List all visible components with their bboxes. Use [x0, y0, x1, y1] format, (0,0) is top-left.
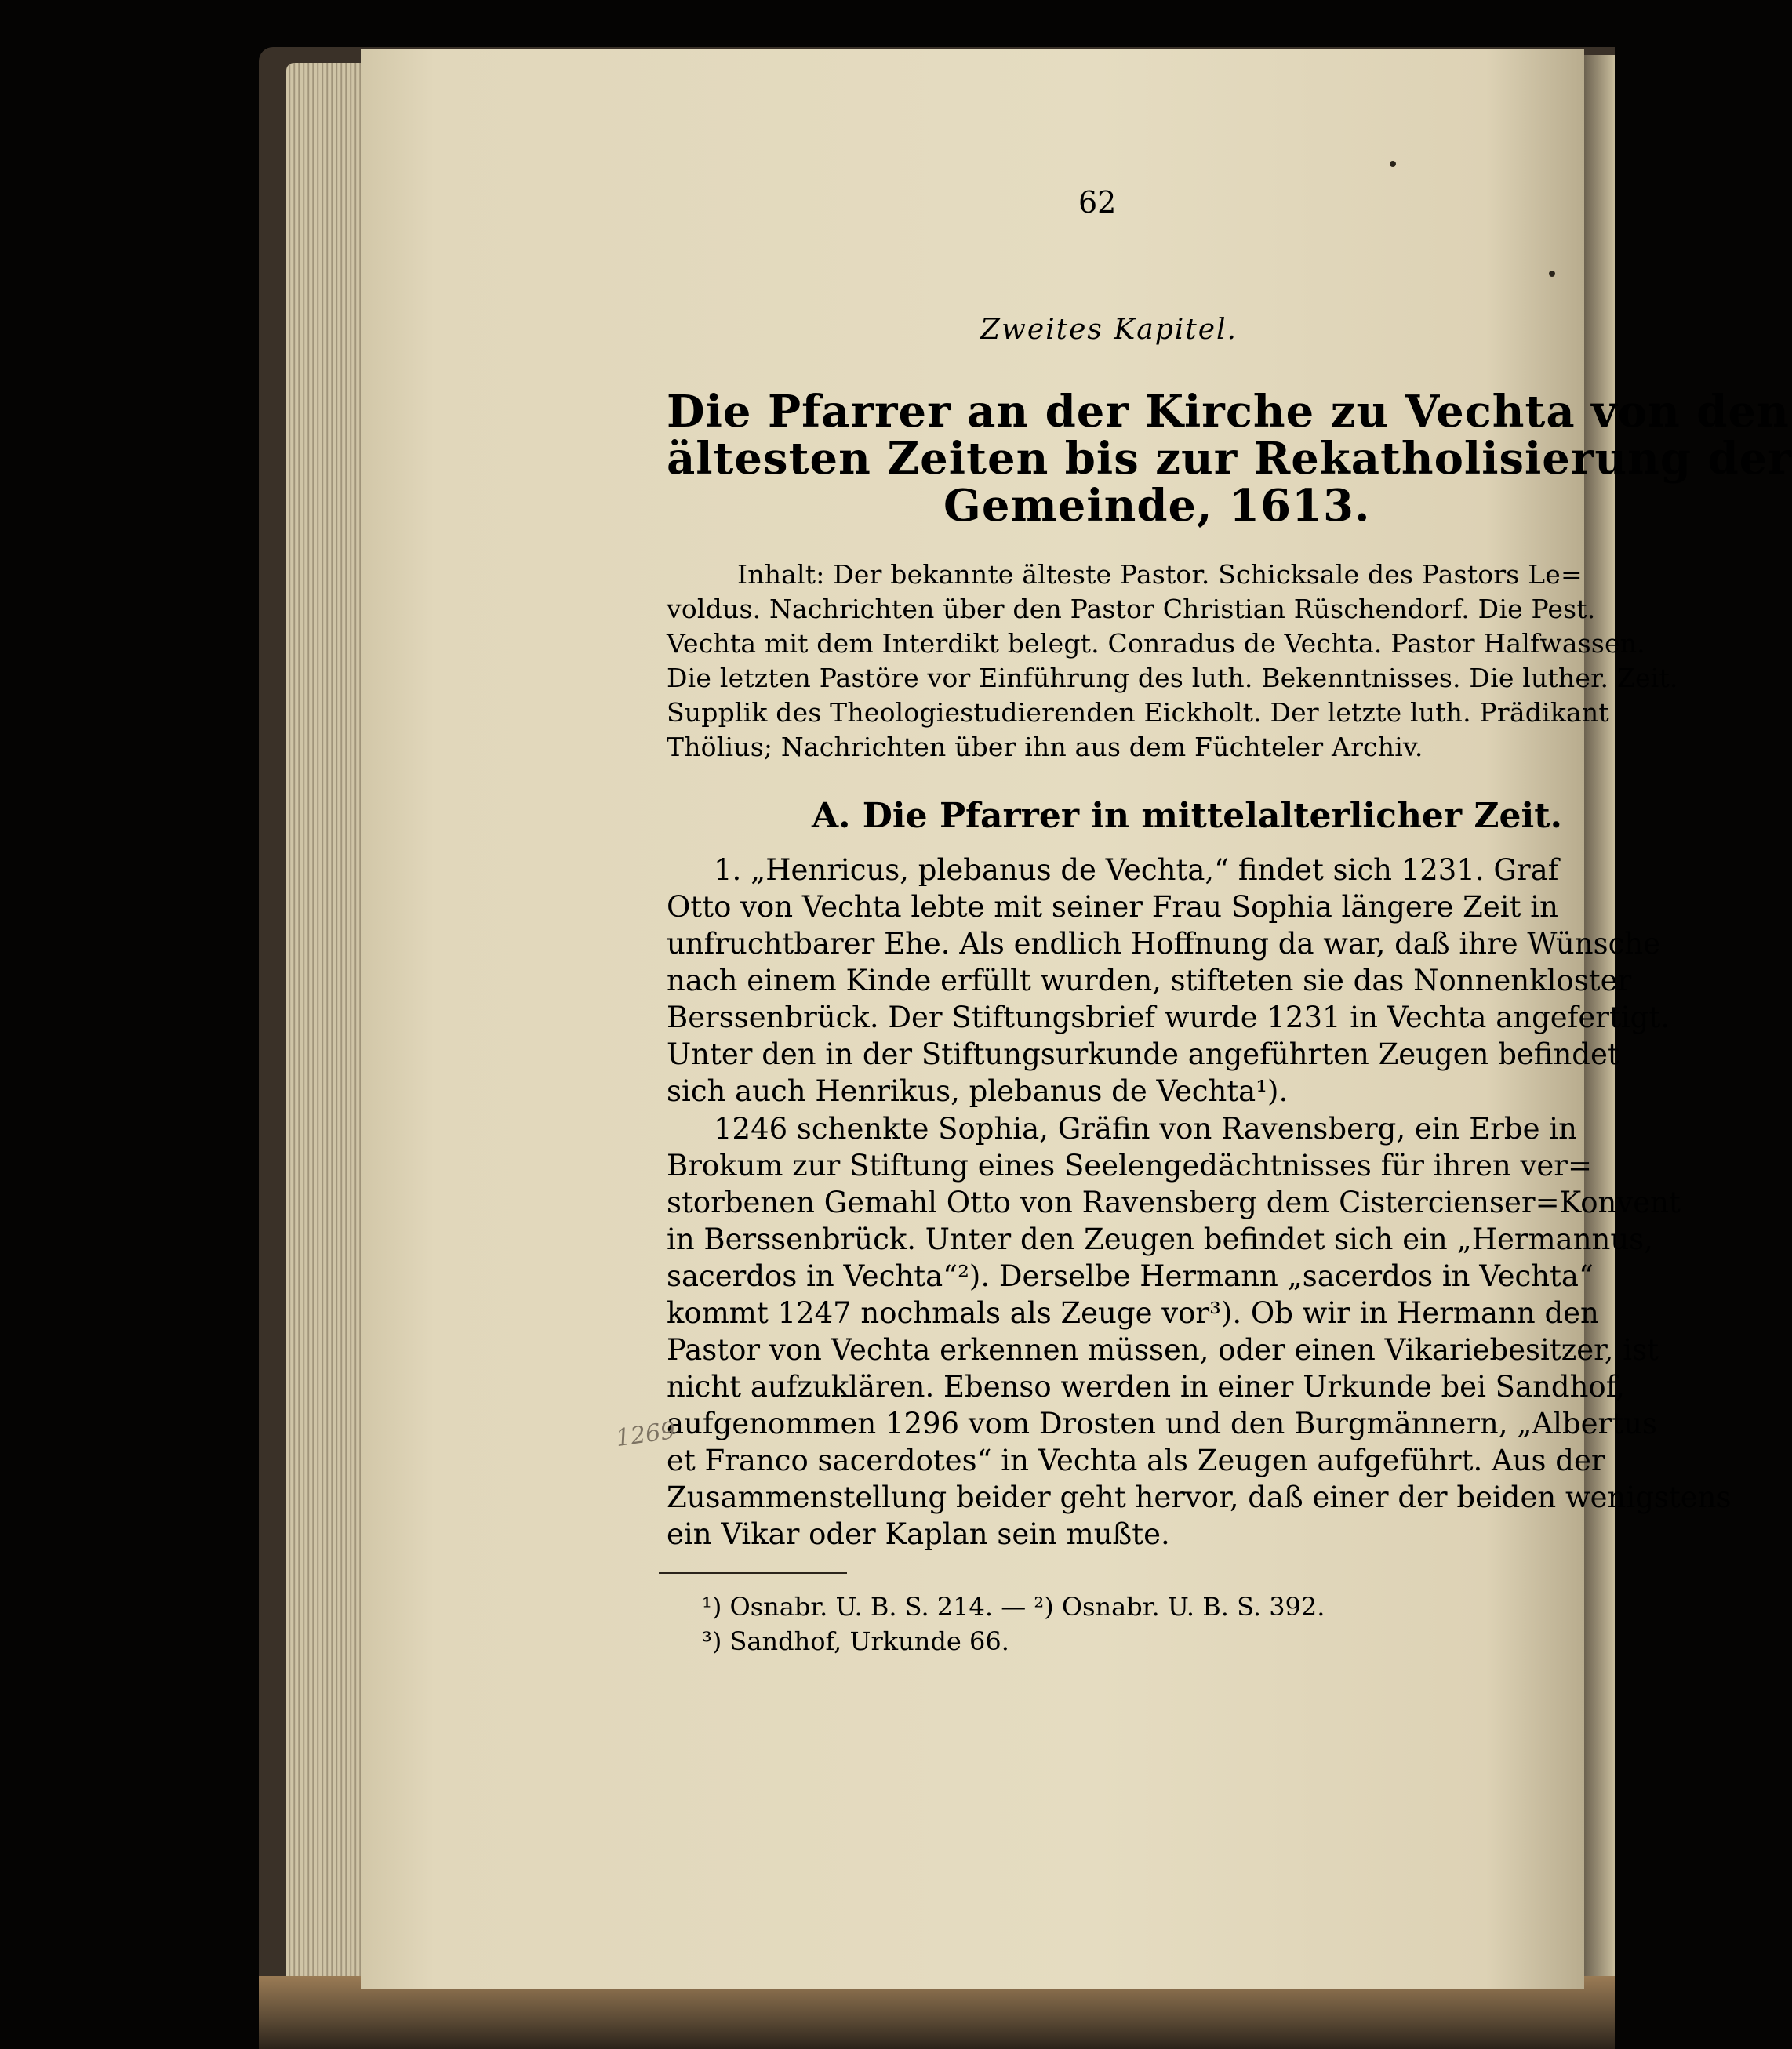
body-line-6: Unter den in der Stiftungsurkunde angeführten Zeugen befindet — [667, 1037, 1619, 1071]
body-line-18: Zusammenstellung beider geht hervor, daß einer der beiden wenigstens — [667, 1480, 1732, 1514]
footnote-line-2: ³) Sandhof, Urkunde 66. — [702, 1626, 1009, 1656]
inhalt-line-2: voldus. Nachrichten über den Pastor Christian Rüschendorf. Die Pest. — [667, 594, 1596, 624]
chapter-title-line-2: ältesten Zeiten bis zur Rekatholisierung der — [667, 433, 1792, 485]
chapter-title-line-1: Die Pfarrer an der Kirche zu Vechta von den — [667, 386, 1790, 438]
paper-speck — [1549, 271, 1555, 277]
body-line-9: Brokum zur Stiftung eines Seelengedächtnisses für ihren ver= — [667, 1149, 1592, 1183]
inhalt-line-4: Die letzten Pastöre vor Einführung des luth. Bekenntnisses. Die luther. Zeit. — [667, 663, 1678, 693]
body-line-4: nach einem Kinde erfüllt wurden, stifteten sie das Nonnenkloster — [667, 964, 1632, 997]
page-number: 62 — [1078, 185, 1117, 220]
body-line-12: sacerdos in Vechta“²). Derselbe Hermann „sacerdos in Vechta“ — [667, 1259, 1594, 1293]
paper-speck — [1390, 161, 1396, 167]
body-line-2: Otto von Vechta lebte mit seiner Frau Sophia längere Zeit in — [667, 890, 1558, 924]
body-line-19: ein Vikar oder Kaplan sein mußte. — [667, 1517, 1170, 1551]
inhalt-line-5: Supplik des Theologiestudierenden Eickholt. Der letzte luth. Prädikant — [667, 697, 1609, 728]
inhalt-line-1: Inhalt: Der bekannte älteste Pastor. Schicksale des Pastors Le= — [737, 559, 1583, 590]
body-line-1: 1. „Henricus, plebanus de Vechta,“ findet sich 1231. Graf — [714, 853, 1559, 887]
body-line-5: Berssenbrück. Der Stiftungsbrief wurde 1231 in Vechta angefertigt. — [667, 1001, 1670, 1034]
chapter-title-line-3: Gemeinde, 1613. — [943, 480, 1371, 532]
body-line-17: et Franco sacerdotes“ in Vechta als Zeugen aufgeführt. Aus der — [667, 1444, 1605, 1477]
body-line-14: Pastor von Vechta erkennen müssen, oder einen Vikariebesitzer, ist — [667, 1333, 1659, 1367]
inhalt-line-6: Thölius; Nachrichten über ihn aus dem Füchteler Archiv. — [667, 732, 1423, 762]
page-edges — [286, 63, 369, 1984]
footnote-divider — [659, 1572, 847, 1574]
body-line-3: unfruchtbarer Ehe. Als endlich Hoffnung da war, daß ihre Wünsche — [667, 927, 1661, 961]
body-line-10: storbenen Gemahl Otto von Ravensberg dem Cistercienser=Konvent — [667, 1186, 1681, 1219]
body-line-7: sich auch Henrikus, plebanus de Vechta¹). — [667, 1074, 1289, 1108]
body-line-13: kommt 1247 nochmals als Zeuge vor³). Ob wir in Hermann den — [667, 1296, 1599, 1330]
body-line-11: in Berssenbrück. Unter den Zeugen befindet sich ein „Hermannus, — [667, 1222, 1653, 1256]
handwritten-margin-note: 1269 — [613, 1416, 678, 1453]
body-line-15: nicht aufzuklären. Ebenso werden in einer Urkunde bei Sandhof, — [667, 1370, 1625, 1404]
footnote-line-1: ¹) Osnabr. U. B. S. 214. — ²) Osnabr. U. B. S. 392. — [702, 1592, 1325, 1622]
body-line-16: aufgenommen 1296 vom Drosten und den Burgmännern, „Albertus — [667, 1407, 1657, 1440]
section-heading: A. Die Pfarrer in mittelalterlicher Zeit. — [812, 796, 1562, 836]
body-line-8: 1246 schenkte Sophia, Gräfin von Ravensberg, ein Erbe in — [714, 1112, 1577, 1146]
inhalt-line-3: Vechta mit dem Interdikt belegt. Conradus de Vechta. Pastor Halfwassen. — [667, 628, 1645, 659]
chapter-label: Zweites Kapitel. — [980, 314, 1238, 346]
